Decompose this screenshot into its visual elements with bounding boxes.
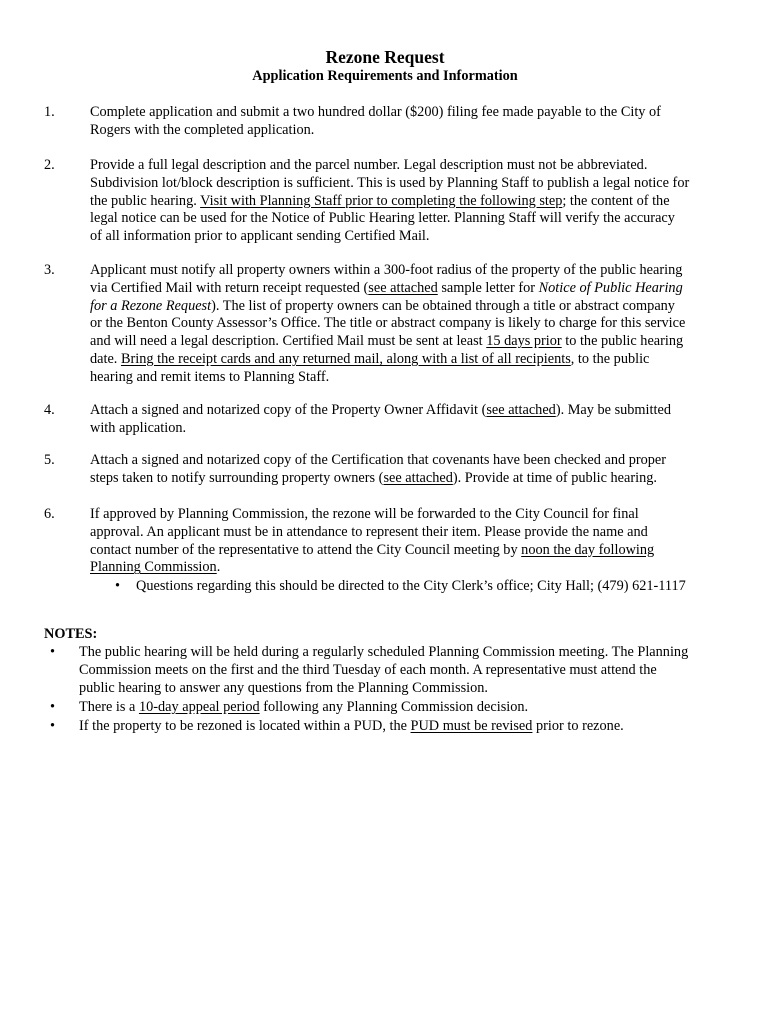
text-line	[90, 298, 740, 316]
item-number: 1.	[44, 104, 55, 120]
text-run: Attach a signed and notarized copy of the Certification that covenants have been checked and proper	[90, 452, 667, 468]
text-run: to the public hearing	[561, 333, 684, 350]
see-attached-link: see attached	[383, 469, 453, 486]
underlined-text: Visit with Planning Staff prior to completing the following step	[200, 192, 563, 209]
text-line	[90, 157, 740, 175]
note-text	[79, 718, 739, 736]
text-run: Rogers with the completed application.	[90, 121, 315, 138]
text-line	[90, 542, 740, 560]
item-number: 3.	[44, 262, 55, 278]
text-run: steps taken to notify surrounding property owners (	[90, 469, 384, 486]
bullet-icon: •	[50, 644, 56, 660]
text-line	[90, 506, 740, 524]
sub-bullet-text: Questions regarding this should be directed to the City Clerk’s office; City Hall; (479) 621-1117	[136, 578, 686, 594]
underlined-text: Bring the receipt cards and any returned mail, along with a list of all recipients	[120, 350, 571, 367]
text-run: legal notice can be used for the Notice of Public Hearing letter. Planning Staff will verify the accuracy	[90, 210, 675, 227]
text-run: ). Provide at time of public hearing.	[452, 469, 657, 486]
text-run: There is a	[79, 699, 139, 715]
text-run: and will need a legal description. Certified Mail must be sent at least	[90, 333, 487, 350]
underlined-text: 15 days prior	[486, 333, 562, 350]
item-text	[90, 262, 740, 387]
text-line	[90, 210, 740, 228]
text-line	[90, 175, 740, 193]
text-run: contact number of the representative to attend the City Council meeting by	[90, 541, 522, 558]
text-line	[90, 280, 740, 298]
item-number: 5.	[44, 452, 55, 468]
page-title: Rezone Request	[325, 47, 445, 67]
text-line	[90, 559, 740, 577]
text-run: ; the content of the	[562, 192, 670, 209]
text-line	[90, 470, 740, 488]
text-line	[90, 420, 740, 438]
text-line	[79, 662, 739, 680]
item-text	[90, 452, 740, 488]
bullet-icon: •	[115, 578, 121, 594]
text-run: following any Planning Commission decision.	[259, 699, 529, 715]
underlined-text: 10-day appeal period	[138, 699, 260, 715]
text-run: ). May be submitted	[555, 402, 671, 418]
italic-text: Notice of Public Hearing	[538, 279, 683, 296]
text-line	[90, 315, 740, 333]
see-attached-link: see attached	[486, 402, 556, 418]
underlined-text: noon the day following	[521, 541, 655, 558]
sub-bullet-item	[115, 578, 686, 596]
item-text	[90, 157, 740, 246]
note-text	[79, 644, 739, 697]
see-attached-link: see attached	[368, 279, 438, 296]
notes-heading: NOTES:	[44, 626, 98, 642]
text-run: If approved by Planning Commission, the rezone will be forwarded to the City Council for final	[90, 506, 639, 522]
text-line	[90, 122, 740, 140]
text-run: date.	[90, 350, 121, 367]
text-run: with application.	[90, 419, 187, 436]
text-run: Complete application and submit a two hundred dollar ($200) filing fee made payable to the City of	[90, 104, 661, 120]
text-line	[90, 193, 740, 211]
text-line	[79, 699, 739, 717]
item-text	[90, 506, 740, 577]
text-run: .	[216, 559, 221, 576]
text-line	[90, 262, 740, 280]
text-line	[90, 369, 740, 387]
text-run: Provide a full legal description and the parcel number. Legal description must not be abbreviated.	[90, 157, 648, 173]
note-text	[79, 699, 739, 717]
text-run: Attach a signed and notarized copy of the Property Owner Affidavit (	[90, 402, 487, 418]
text-line	[90, 333, 740, 351]
text-line	[90, 351, 740, 369]
text-line	[90, 402, 740, 420]
bullet-icon: •	[50, 699, 56, 715]
text-line	[79, 680, 739, 698]
text-run: prior to rezone.	[532, 718, 624, 734]
text-run: the public hearing.	[90, 192, 201, 209]
text-run: ). The list of property owners can be obtained through a title or abstract company	[211, 297, 675, 314]
text-run: Subdivision lot/block description is sufficient. This is used by Planning Staff to publish a legal notice for	[90, 174, 690, 191]
underlined-text: Planning Commission	[90, 559, 217, 576]
text-line	[79, 718, 739, 736]
text-run: public hearing to answer any questions from the Planning Commission.	[79, 679, 488, 696]
text-run: of all information prior to applicant sending Certified Mail.	[90, 228, 430, 245]
text-line	[79, 644, 739, 662]
item-number: 2.	[44, 157, 55, 173]
text-run: approval. An applicant must be in attendance to represent their item. Please provide the name and	[90, 523, 648, 540]
text-line	[90, 452, 740, 470]
text-run: , to the public	[570, 350, 650, 367]
text-line	[90, 104, 740, 122]
item-text	[90, 104, 740, 140]
text-run: sample letter for	[437, 279, 539, 296]
bullet-icon: •	[50, 718, 56, 734]
underlined-text: PUD must be revised	[410, 718, 533, 734]
text-run: via Certified Mail with return receipt requested (	[90, 279, 369, 296]
text-run: If the property to be rezoned is located within a PUD, the	[79, 718, 411, 734]
item-number: 6.	[44, 506, 55, 522]
text-run: Commission meets on the first and the third Tuesday of each month. A representative must attend the	[79, 661, 657, 678]
text-line	[90, 228, 740, 246]
italic-text: for a Rezone Request	[90, 297, 212, 314]
item-number: 4.	[44, 402, 55, 418]
text-run: Applicant must notify all property owners within a 300-foot radius of the property of the public hearing	[90, 262, 683, 278]
text-run: The public hearing will be held during a regularly scheduled Planning Commission meeting. The Planning	[79, 644, 689, 660]
page-subtitle: Application Requirements and Information	[252, 68, 518, 84]
item-text	[90, 402, 740, 438]
text-run: hearing and remit items to Planning Staff.	[90, 368, 330, 385]
text-line	[90, 524, 740, 542]
text-run: or the Benton County Assessor’s Office. The title or abstract company is likely to charge for this service	[90, 315, 686, 332]
